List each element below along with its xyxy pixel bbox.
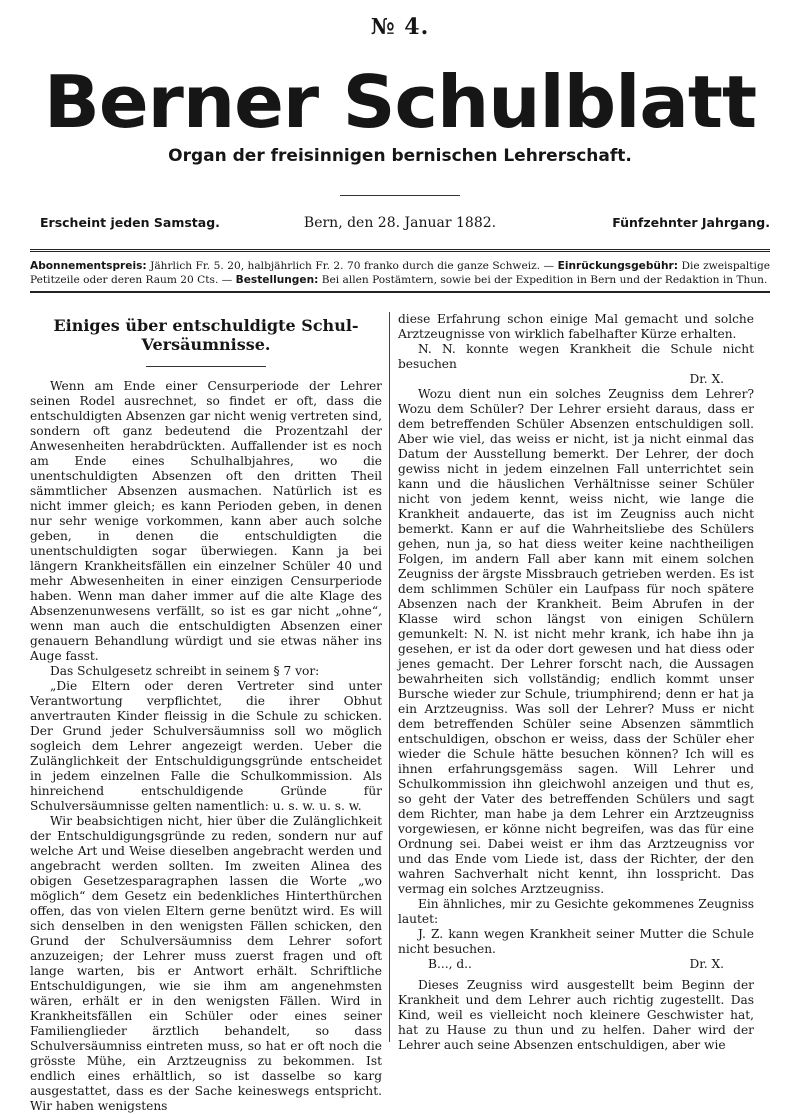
- paragraph: diese Erfahrung schon einige Mal gemacht und solche Arztzeugnisse von wirklich fabelhafter Kürze erhalten.: [398, 312, 754, 341]
- paragraph: Ein ähnliches, mir zu Gesichte gekommenes Zeugniss lautet:: [398, 897, 754, 926]
- orders-label: Bestellungen:: [235, 274, 319, 286]
- volume-label: Fünfzehnter Jahrgang.: [612, 215, 770, 230]
- paragraph: Wenn am Ende einer Censurperiode der Lehrer seinen Rodel ausrechnet, so findet er oft, dass die entschuldigten Absenzen gar nicht wenig vertreten sind, sondern oft ganz bedeutend die Prozentzahl der Anwesenheiten herabdrückten. Auffallender ist es noch am Ende eines Schulhalbjahres, wo die unentschuldigten Absenzen oft den dritten Theil sämmtlicher Absenzen ausmachen. Natürlich ist es nicht immer gleich; es kann Perioden geben, in denen nur sehr wenige vorkommen, kann aber auch solche geben, in denen die entschuldigten die unentschuldigten sogar überwiegen. Kann ja bei längern Krankheitsfällen ein einzelner Schüler 40 und mehr Abwesenheiten in einer einzigen Censurperiode haben. Wenn man daher immer auf die alte Klage des Absenzenunwesens verfällt, so ist es gar nicht „ohne“, wenn man auch die entschuldigten Absenzen einer genauern Behandlung würdigt und sie etwas näher ins Auge fasst.: [30, 379, 382, 663]
- column-divider: [389, 312, 390, 1042]
- paragraph: Das Schulgesetz schreibt in seinem § 7 vor:: [50, 664, 320, 678]
- signature: Dr. X.: [689, 372, 724, 386]
- issue-number: № 4.: [370, 14, 430, 40]
- paragraph: Wozu dient nun ein solches Zeugniss dem Lehrer? Wozu dem Schüler? Der Lehrer ersieht daraus, dass er dem betreffenden Schüler Absenzen entschuldigen soll. Aber wie viel, das weiss er nicht, ist ja nicht einmal das Datum der Ausstellung bemerkt. Der Lehrer, der doch gewiss nicht in jedem einzelnen Fall unterrichtet sein kann und die häuslichen Verhältnisse seiner Schüler nicht von jedem kennt, weiss nicht, wie lange die Krankheit andauerte, das ist im Zeugniss auch nicht bemerkt. Kann er auf die Wahrheitsliebe des Schülers gehen, nun ja, so hat diess weiter keine nachtheiligen Folgen, im andern Fall aber kann mit einem solchen Zeugniss der ärgste Missbrauch getrieben werden. Es ist dem schlimmen Schüler ein Laufpass für noch spätere Absenzen nach der Krankheit. Beim Abrufen in der Klasse wird schon längst von einigen Schülern gemunkelt: N. N. ist nicht mehr krank, ich habe ihn ja gesehen, er ist da oder dort gewesen und hat diess oder jenes gemacht. Der Lehrer forscht nach, die Aussagen bewahrheiten sich vollständig; endlich kommt unser Bursche wieder zur Schule, triumphirend; denn er hat ja ein Arztzeugniss. Was soll der Lehrer? Muss er nicht dem betreffenden Schüler seine Absenzen sämmtlich entschuldigen, obschon er weiss, dass der Schüler eher wieder die Schule hätte besuchen können? Ich will es ihnen erfahrungsgemäss sagen. Will Lehrer und Schulkommission ihn gleichwohl anzeigen und thut es, so geht der Vater des betreffenden Schülers und sagt dem Richter, man habe ja dem Lehrer ein Arztzeugniss vorgewiesen, er könne nicht begreifen, was das für eine Ordnung sei. Dabei weist er ihm das Arztzeugniss vor und das Ende vom Liede ist, dass der Richter, der den wahren Sachverhalt nicht kennt, ihn losspricht. Das vermag ein solches Arztzeugniss.: [398, 387, 754, 896]
- masthead-subtitle: Organ der freisinnigen bernischen Lehrerschaft.: [168, 146, 632, 166]
- signature: Dr. X.: [689, 957, 724, 971]
- left-column: [30, 312, 382, 1114]
- subscription-text: Jährlich Fr. 5. 20, halbjährlich Fr. 2. 70 franko durch die ganze Schweiz. —: [146, 260, 558, 272]
- quoted-certificate: N. N. konnte wegen Krankheit die Schule nicht besuchen: [398, 342, 754, 371]
- divider: [146, 366, 266, 367]
- masthead-title: Berner Schulblatt: [43, 60, 757, 144]
- divider: [30, 291, 770, 293]
- insertion-text: Die zweispaltige Petitzeile oder deren Raum 20 Cts. —: [30, 260, 770, 286]
- subscription-terms: [30, 259, 770, 287]
- signature-line: [398, 372, 754, 387]
- signature-line: [398, 957, 754, 972]
- insertion-label: Einrückungsgebühr:: [557, 260, 678, 272]
- divider: [340, 195, 460, 196]
- subscription-label: Abonnementspreis:: [30, 260, 147, 272]
- info-bar: [30, 215, 770, 237]
- article-title: Einiges über entschuldigte Schul- Versäumnisse.: [53, 316, 359, 354]
- quoted-certificate: J. Z. kann wegen Krankheit seiner Mutter die Schule nicht besuchen.: [398, 927, 754, 956]
- paragraph: „Die Eltern oder deren Vertreter sind unter Verantwortung verpflichtet, die ihrer Obhut anvertrauten Kinder fleissig in die Schule zu schicken. Der Grund jeder Schulversäumniss soll wo möglich sogleich dem Lehrer angezeigt werden. Ueber die Zulänglichkeit der Entschuldigungsgründe entscheidet in jedem einzelnen Falle die Schulkommission. Als hinreichend entschuldigende Gründe für Schulversäumnisse gelten namentlich: u. s. w. u. s. w.: [30, 679, 382, 813]
- right-column: [398, 312, 754, 1053]
- paragraph: Wir beabsichtigen nicht, hier über die Zulänglichkeit der Entschuldigungsgründe zu reden, sondern nur auf welche Art und Weise dieselben angebracht werden und angebracht werden sollten. Im zweiten Alinea des obigen Gesetzesparagraphen lassen die Worte „wo möglich“ dem Gesetz ein bedenkliches Hinterthürchen offen, das von vielen Eltern gerne benützt wird. Es will sich denselben in den wenigsten Fällen schicken, den Grund der Schulversäumniss dem Lehrer sofort anzuzeigen; der Lehrer muss zuerst fragen und oft lange warten, bis er Antwort erhält. Schriftliche Entschuldigungen, wie sie ihm am angenehmsten wären, erhält er in den wenigsten Fällen. Wird in Krankheitsfällen ein Schüler oder eines seiner Familienglieder ärztlich behandelt, so dass Schulversäumniss eintreten muss, so hat er oft noch die grösste Mühe, ein Arztzeugniss zu bekommen. Ist endlich eines erhältlich, so ist dasselbe so karg ausgestattet, dass es der Sache keineswegs entspricht. Wir haben wenigstens: [30, 814, 382, 1113]
- paragraph: Dieses Zeugniss wird ausgestellt beim Beginn der Krankheit und dem Lehrer auch richtig zugestellt. Das Kind, weil es vielleicht noch kleinere Geschwister hat, hat zu Hause zu thun und zu helfen. Daher wird der Lehrer auch seine Absenzen entschuldigen, aber wie: [398, 978, 754, 1052]
- place-date: B..., d..: [428, 957, 472, 971]
- date-line: Bern, den 28. Januar 1882.: [303, 215, 497, 231]
- orders-text: Bei allen Postämtern, sowie bei der Expedition in Bern und der Redaktion in Thun.: [318, 274, 768, 286]
- publication-frequency: Erscheint jeden Samstag.: [40, 215, 220, 230]
- divider: [30, 249, 770, 252]
